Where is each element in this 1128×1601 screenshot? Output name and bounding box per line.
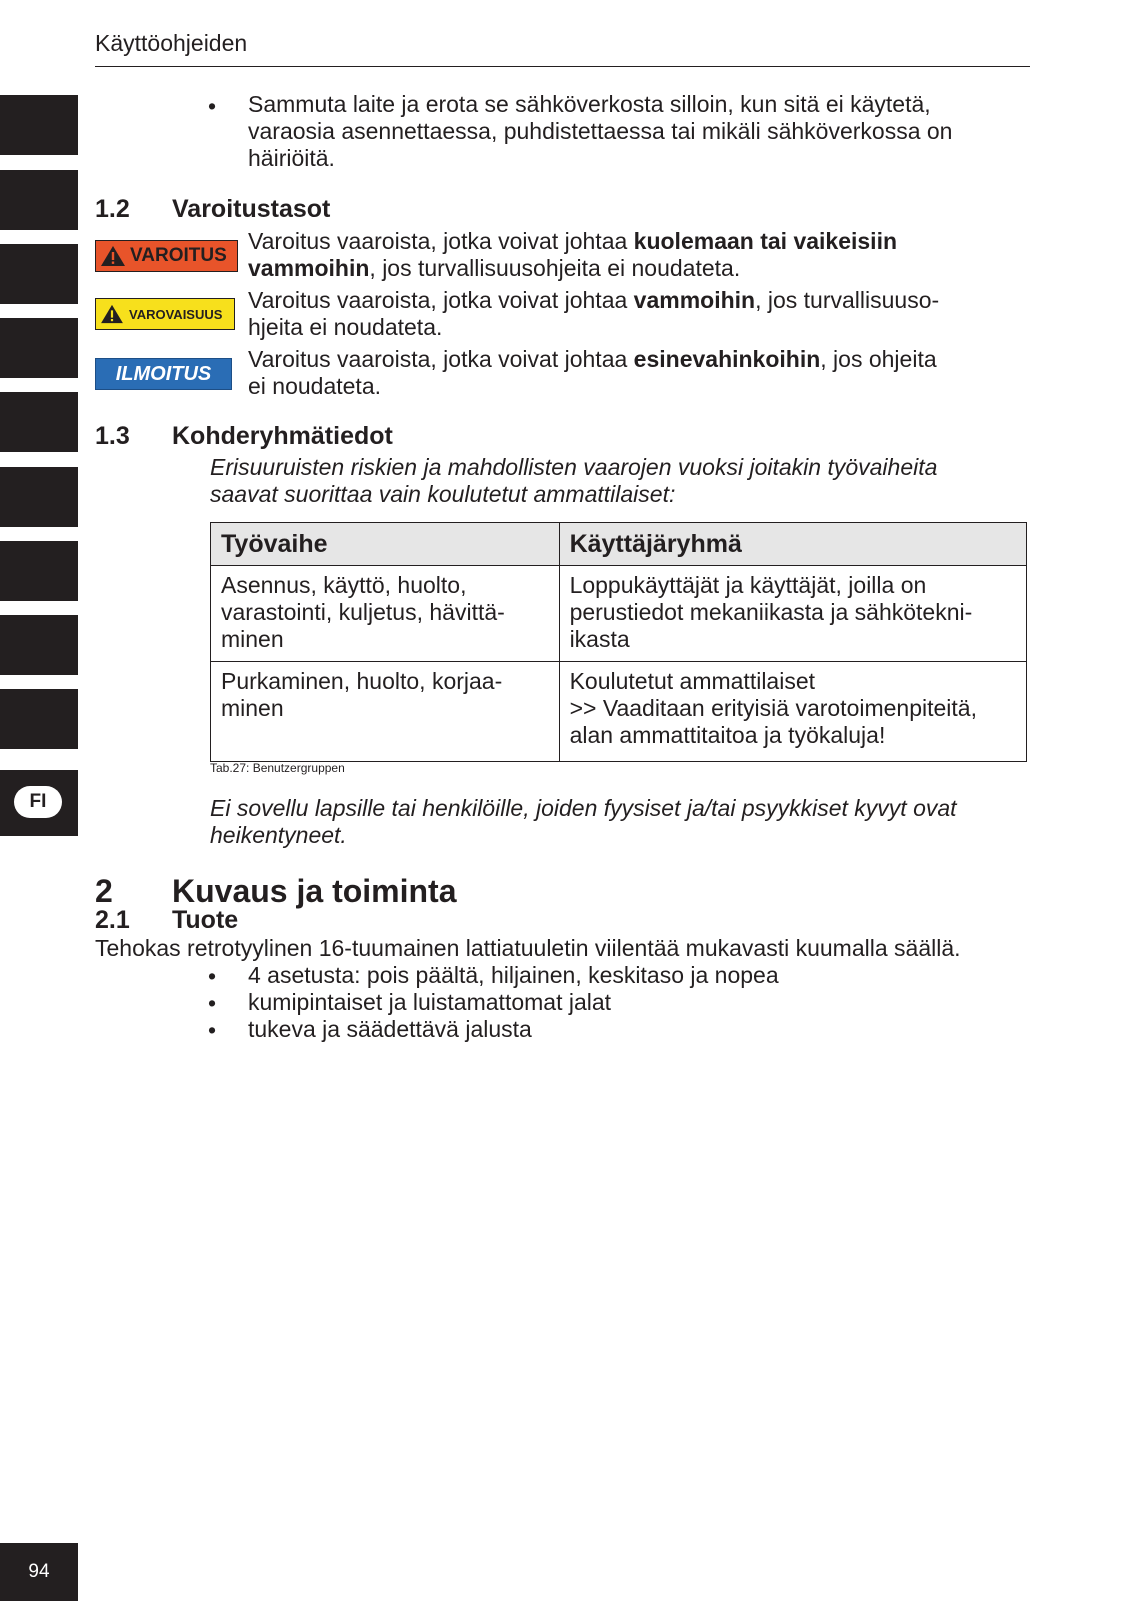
section-number: 1.2 <box>95 195 130 223</box>
badge-label: VAROITUS <box>130 245 227 266</box>
badge-label: ILMOITUS <box>115 362 212 385</box>
text-fragment: , jos turvallisuuso- <box>755 287 940 313</box>
feature-bullet: tukeva ja säädettävä jalusta <box>248 1016 532 1042</box>
user-groups-table <box>210 522 1027 762</box>
caution-description <box>248 287 939 341</box>
section-number: 1.3 <box>95 422 130 450</box>
table-row <box>211 566 1027 662</box>
text-fragment: Varoitus vaaroista, jotka voivat johtaa <box>248 346 634 372</box>
section-title: Varoitustasot <box>172 195 331 223</box>
header-divider <box>95 66 1030 67</box>
text-line: minen <box>221 626 284 652</box>
text-line: minen <box>221 695 284 721</box>
chapter-tab <box>0 392 78 452</box>
section-title: Kohderyhmätiedot <box>172 422 393 450</box>
text-line: ei noudateta. <box>248 373 382 399</box>
text-line: Asennus, käyttö, huolto, <box>221 572 467 598</box>
language-tab <box>0 770 78 836</box>
column-header: Työvaihe <box>211 523 560 566</box>
text-line: saavat suorittaa vain koulutetut ammattilaiset: <box>210 481 676 507</box>
text-fragment: Varoitus vaaroista, jotka voivat johtaa <box>248 228 634 254</box>
chapter-tab <box>0 689 78 749</box>
badge-label: VAROVAISUUS <box>129 306 223 322</box>
bold-text: vammoihin <box>248 255 370 281</box>
text-line: ikasta <box>569 626 630 652</box>
text-line: varaosia asennettaessa, puhdistettaessa tai mikäli sähköverkossa on <box>248 118 953 144</box>
caution-badge <box>95 298 235 330</box>
section-title: Tuote <box>172 906 239 934</box>
page-number: 94 <box>0 1543 78 1601</box>
text-line: heikentyneet. <box>210 822 347 848</box>
bold-text: esinevahinkoihin <box>633 346 821 372</box>
table-row <box>211 662 1027 762</box>
text-line: >> Vaaditaan erityisiä varotoimenpiteitä, <box>569 695 977 721</box>
bullet-symbol: • <box>208 963 217 989</box>
running-header: Käyttöohjeiden <box>95 30 248 56</box>
intro-bullet-text <box>248 91 952 172</box>
notice-description <box>248 346 937 400</box>
table-header-row <box>211 523 1027 566</box>
text-line: perustiedot mekaniikasta ja sähkötekni- <box>569 599 973 625</box>
table-cell <box>559 566 1026 662</box>
feature-bullet: 4 asetusta: pois päältä, hiljainen, keskitaso ja nopea <box>248 962 779 988</box>
warning-description <box>248 228 897 282</box>
product-description: Tehokas retrotyylinen 16-tuumainen lattiatuuletin viilentää mukavasti kuumalla säällä. <box>95 935 961 961</box>
notice-badge <box>95 358 232 390</box>
warning-badge <box>95 240 238 272</box>
warning-triangle-icon <box>100 245 126 267</box>
text-line: varastointi, kuljetus, hävittä- <box>221 599 505 625</box>
text-line: Loppukäyttäjät ja käyttäjät, joilla on <box>569 572 927 598</box>
text-line: häiriöitä. <box>248 145 335 171</box>
bold-text: vammoihin <box>633 287 756 313</box>
text-line: hjeita ei noudateta. <box>248 314 443 340</box>
chapter-tab <box>0 244 78 304</box>
section-intro <box>210 454 937 508</box>
text-line: Koulutetut ammattilaiset <box>569 668 816 694</box>
chapter-tab <box>0 95 78 155</box>
language-tab-label: FI <box>14 786 62 818</box>
table-cell <box>211 662 560 762</box>
column-header: Käyttäjäryhmä <box>559 523 1026 566</box>
chapter-number: 2 <box>95 873 113 909</box>
bold-text: kuolemaan tai vaikeisiin <box>633 228 898 254</box>
chapter-tab <box>0 170 78 230</box>
table-cell <box>211 566 560 662</box>
chapter-tab <box>0 615 78 675</box>
text-fragment: , jos ohjeita <box>820 346 937 372</box>
text-fragment: Varoitus vaaroista, jotka voivat johtaa <box>248 287 634 313</box>
text-line: Purkaminen, huolto, korjaa- <box>221 668 503 694</box>
chapter-tab <box>0 318 78 378</box>
bullet-symbol: • <box>208 93 217 119</box>
table-cell <box>559 662 1026 762</box>
text-line: Sammuta laite ja erota se sähköverkosta silloin, kun sitä ei käytetä, <box>248 91 931 117</box>
bullet-symbol: • <box>208 1017 217 1043</box>
bullet-symbol: • <box>208 990 217 1016</box>
chapter-tab <box>0 541 78 601</box>
feature-bullet: kumipintaiset ja luistamattomat jalat <box>248 989 612 1015</box>
chapter-title: Kuvaus ja toiminta <box>172 873 457 909</box>
chapter-tab <box>0 467 78 527</box>
text-line: Erisuuruisten riskien ja mahdollisten vaarojen vuoksi joitakin työvaiheita <box>210 454 938 480</box>
warning-triangle-icon <box>100 304 124 324</box>
text-line: alan ammattitaitoa ja työkaluja! <box>569 722 886 748</box>
text-line: Ei sovellu lapsille tai henkilöille, joiden fyysiset ja/tai psyykkiset kyvyt ovat <box>210 795 957 821</box>
section-number: 2.1 <box>95 906 130 934</box>
audience-note <box>210 795 957 849</box>
table-caption: Tab.27: Benutzergruppen <box>210 761 345 775</box>
text-fragment: , jos turvallisuusohjeita ei noudateta. <box>369 255 741 281</box>
